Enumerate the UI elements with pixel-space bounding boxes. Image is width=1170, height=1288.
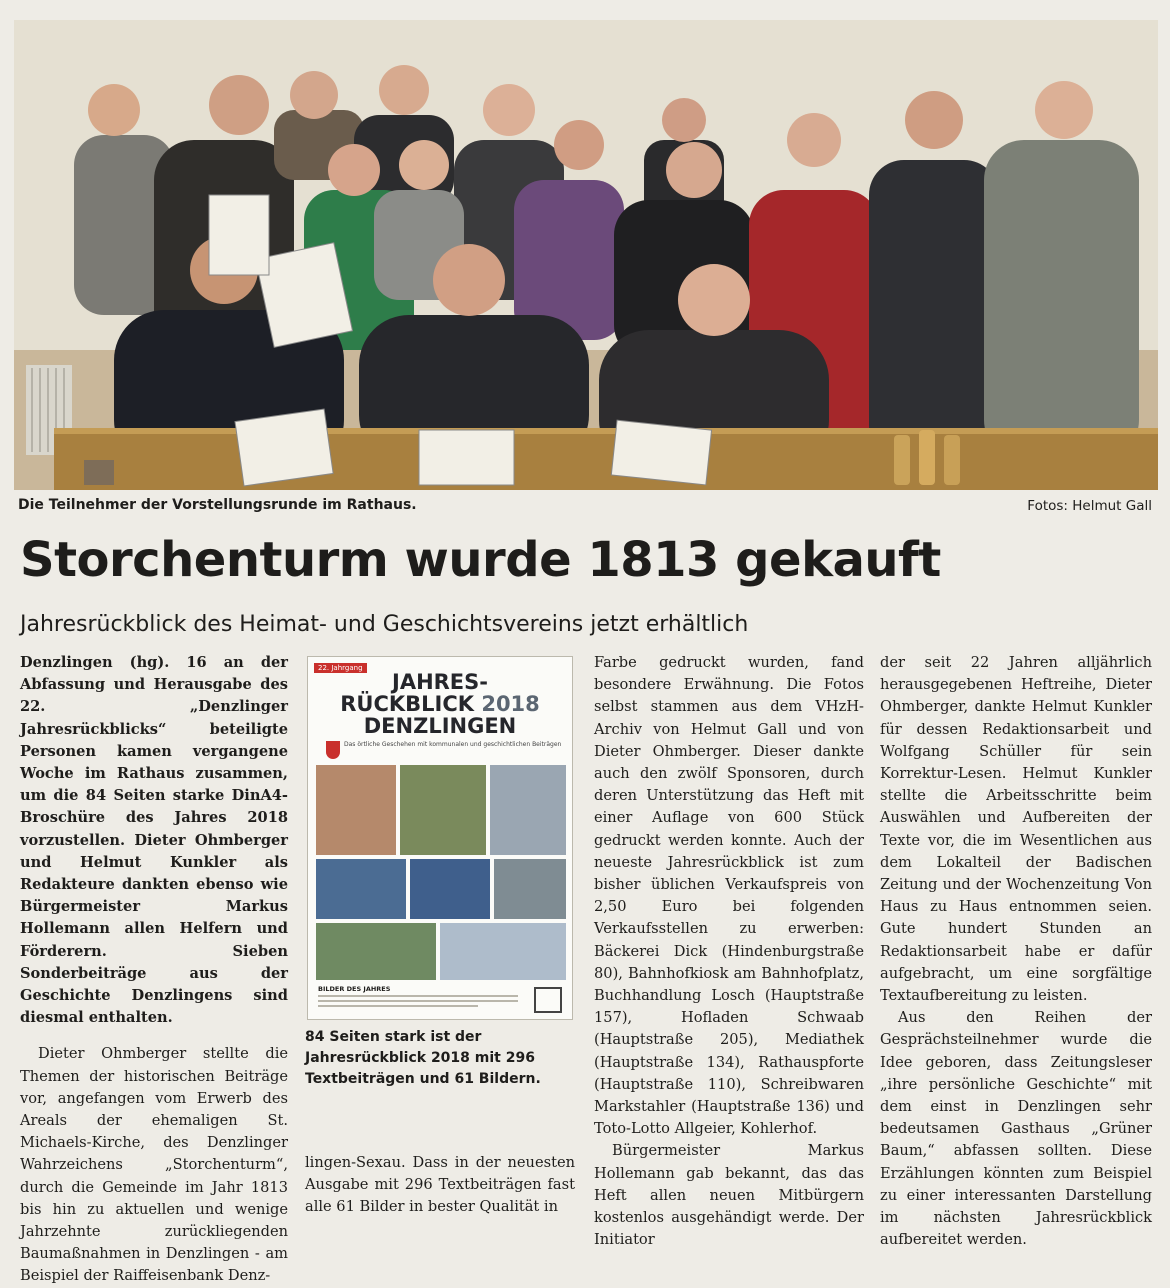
cover-title-line — [308, 693, 572, 715]
cover-caption: 84 Seiten stark ist der Jahresrückblick 2018 mit 296 Textbeiträgen und 61 Bildern. — [305, 1029, 541, 1087]
cover-section-label: BILDER DES JAHRES — [318, 985, 391, 993]
article-column-4 — [880, 652, 1152, 1251]
cover-title-line: JAHRES- — [392, 670, 488, 694]
collage-photo — [410, 859, 490, 919]
group-photo — [14, 20, 1158, 490]
cover-title-word: RÜCKBLICK — [340, 692, 475, 716]
article-paragraph: Bürgermeister Markus Hollemann gab bekannt, das das Heft allen neuen Mitbürgern kostenlos ausgehändigt werde. Der Initiator — [594, 1142, 864, 1249]
coat-of-arms-icon — [326, 741, 340, 759]
article-column-1 — [20, 652, 288, 1288]
collage-photo — [400, 765, 486, 855]
article-paragraph: Dieter Ohmberger stellte die Themen der historischen Beiträge vor, angefangen vom Erwerb des Areals der ehemaligen St. Michaels-Kirche, des Denzlinger Wahrzeichens „Storchenturm“, durch die Gemeinde im Jahr 1813 bis hin zu aktuellen und wenige Jahrzehnte zurückliegenden Baumaßnahmen in Denzlingen - am Beispiel der Raiffeisenbank Denz- — [20, 1045, 288, 1285]
collage-photo — [316, 859, 406, 919]
cover-title-line: DENZLINGEN — [363, 714, 517, 738]
article-column-2 — [305, 1152, 575, 1219]
collage-photo — [494, 859, 566, 919]
group-photo-illustration — [14, 20, 1158, 490]
collage-photo — [440, 923, 566, 980]
edition-badge: 22. Jahrgang — [314, 663, 367, 673]
cover-year: 2018 — [481, 692, 540, 716]
article-subheadline: Jahresrückblick des Heimat- und Geschichtsvereins jetzt erhältlich — [20, 612, 749, 637]
collage-photo — [316, 765, 396, 855]
article-column-3 — [594, 652, 864, 1251]
publisher-logo-icon — [534, 987, 562, 1013]
cover-fine-print — [318, 995, 518, 1010]
article-lead: Denzlingen (hg). 16 an der Abfassung und Herausgabe des 22. „Denzlinger Jahresrückblicks“ beteiligte Personen kamen vergangene Woche im Rathaus zusammen, um die 84 Seiten starke DinA4-Broschüre des Jahres 2018 vorzustellen. Dieter Ohmberger und Helmut Kunkler als Redakteure dankten ebenso wie Bürgermeister Markus Hollemann allen Helfern und Förderern. Sieben Sonderbeiträge aus der Geschichte Denzlingens sind diesmal enthalten. — [20, 654, 288, 1027]
cover-title — [308, 671, 572, 737]
photo-caption: Die Teilnehmer der Vorstellungsrunde im Rathaus. — [18, 497, 417, 513]
article-headline: Storchenturm wurde 1813 gekauft — [20, 532, 941, 588]
article-paragraph: der seit 22 Jahren alljährlich herausgegebenen Heftreihe, Dieter Ohmberger, dankte Helmut Kunkler für dessen Redaktionsarbeit und Wolfgang Schüller für sein Korrektur-Lesen. Helmut Kunkler stellte die Arbeitsschritte beim Auswählen und Aufbereiten der Texte vor, die im Wesentlichen aus dem Lokalteil der Badischen Zeitung und der Wochenzeitung Von Haus zu Haus entnommen seien. Gute hundert Stunden an Redaktionsarbeit habe er dafür aufgebracht, um eine sorgfältige Textaufbereitung zu leisten. — [880, 654, 1152, 1005]
article-paragraph: Farbe gedruckt wurden, fand besondere Erwähnung. Die Fotos selbst stammen aus dem VHzH-Archiv von Helmut Gall und von Dieter Ohmberger. Dieser dankte auch den zwölf Sponsoren, durch deren Unterstützung das Heft mit einer Auflage von 600 Stück gedruckt werden konnte. Auch der neueste Jahresrückblick ist zum bisher üblichen Verkaufspreis von 2,50 Euro bei folgenden Verkaufsstellen zu erwerben: Bäckerei Dick (Hindenburgstraße 80), Bahnhofkiosk am Bahnhofplatz, Buchhandlung Losch (Hauptstraße 157), Hofladen Schwaab (Hauptstraße 205), Mediathek (Hauptstraße 134), Rathauspforte (Hauptstraße 110), Schreibwaren Markstahler (Hauptstraße 136) und Toto-Lotto Allgeier, Kohlerhof. — [594, 654, 864, 1138]
article-paragraph: Aus den Reihen der Gesprächsteilnehmer wurde die Idee geboren, dass Zeitungsleser „ihre persönliche Geschichte“ mit dem einst in Denzlingen sehr bedeutsamen Gasthaus „Grüner Baum,“ abfassen sollten. Diese Erzählungen könnten zum Beispiel zu einer interessanten Darstellung im nächsten Jahresrückblick aufbereitet werden. — [880, 1009, 1152, 1249]
cover-photo-collage — [316, 765, 566, 980]
brochure-cover-image — [307, 656, 573, 1020]
cover-subtitle: Das örtliche Geschehen mit kommunalen und geschichtlichen Beiträgen — [344, 741, 562, 748]
collage-photo — [490, 765, 566, 855]
photo-credit: Fotos: Helmut Gall — [1027, 498, 1152, 514]
collage-photo — [316, 923, 436, 980]
article-paragraph: lingen-Sexau. Dass in der neuesten Ausgabe mit 296 Textbeiträgen fast alle 61 Bilder in bester Qualität in — [305, 1154, 575, 1216]
